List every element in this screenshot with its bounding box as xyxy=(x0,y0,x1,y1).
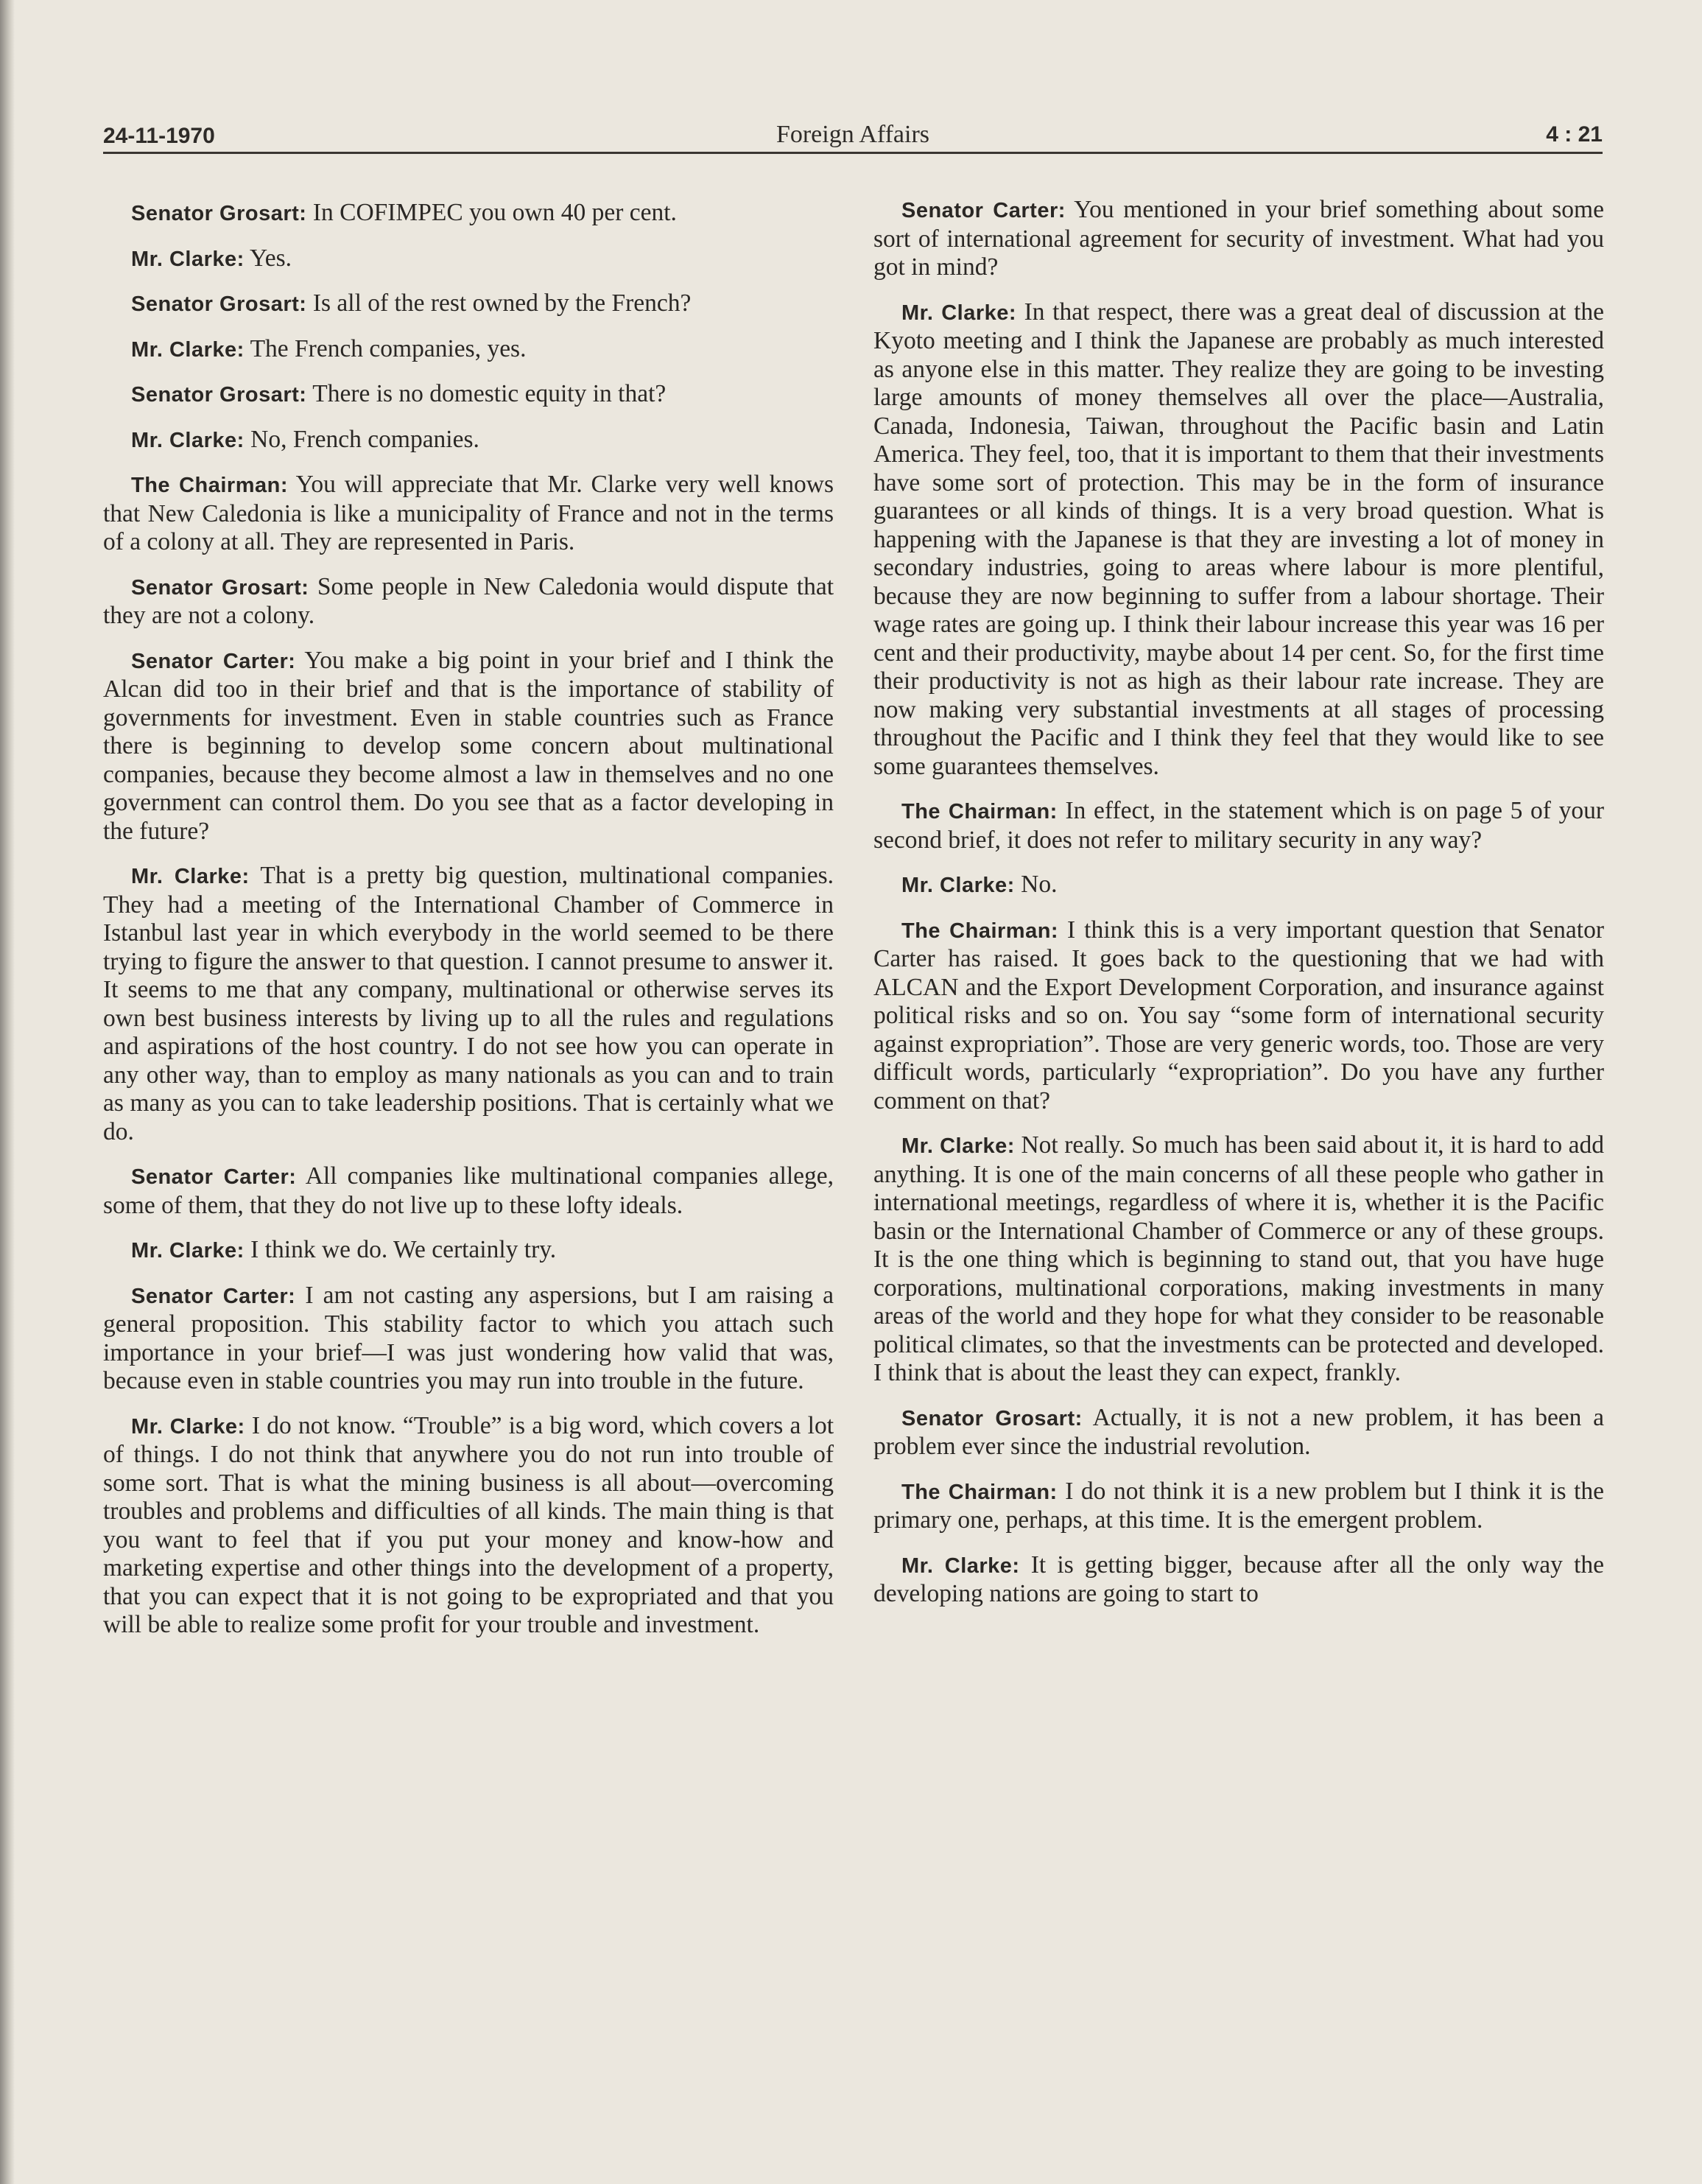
speaker-name: Senator Grosart: xyxy=(131,292,307,316)
speech-text: You make a big point in your brief and I think the Alcan did too in their brief and that is the importance of stability of governments for investment. Even in stable countries such as France there is beginning to develop some concern about multinational companies, because they become almost a law in themselves and no one government can control them. Do you see that as a factor developing in the future? xyxy=(103,646,834,845)
speaker-name: The Chairman: xyxy=(901,1480,1058,1504)
speaker-name: Senator Carter: xyxy=(131,649,296,673)
right-column xyxy=(873,196,1604,1625)
header-date: 24-11-1970 xyxy=(103,124,215,148)
speech-text: You will appreciate that Mr. Clarke very well knows that New Caledonia is like a municipality of France and not in the terms of a colony at all. They are represented in Paris. xyxy=(103,471,834,555)
transcript-paragraph xyxy=(873,1131,1604,1388)
speech-text: Not really. So much has been said about it, it is hard to add anything. It is one of the main concerns of all these people who gather in international meetings, regardless of where it is, whether it is the Pacific basin or the International Chamber of Commerce or any of these groups. It is the one thing which is beginning to stand out, that you have huge corporations, multinational corporations, making investments in many areas of the world and they hope for what they consider to be reasonable political climates, so that the investments can be protected and developed. I think that is about the least they can expect, frankly. xyxy=(873,1131,1604,1386)
speaker-name: Mr. Clarke: xyxy=(131,337,245,362)
transcript-paragraph xyxy=(873,298,1604,782)
speech-text: In that respect, there was a great deal of discussion at the Kyoto meeting and I think the Japanese are probably as much interested as anyone else in this matter. They realize they are going to be investing large amounts of money themselves all over the place—Australia, Canada, Indonesia, Taiwan, throughout the Pacific basin and Latin America. They feel, too, that it is important to them that their investments have some sort of protection. This may be in the form of insurance guarantees or all kinds of things. It is a very broad question. What is happening with the Japanese is that they are investing a lot of money in secondary industries, going to areas where labour is more plentiful, because they are now beginning to suffer from a labour shortage. Their wage rates are going up. I think their labour increase this year was 16 per cent and their productivity, maybe about 14 per cent. So, for the first time their productivity is not as high as their labour rate increase. They are now making very substantial investments at all stages of processing throughout the Pacific and I think they feel that they would like to see some guarantees themselves. xyxy=(873,298,1605,780)
speech-text: You mentioned in your brief something about some sort of international agreement for security of investment. What had you got in mind? xyxy=(873,196,1604,281)
speech-text: The French companies, yes. xyxy=(250,334,527,362)
speech-text: Actually, it is not a new problem, it has been a problem ever since the industrial revolution. xyxy=(873,1403,1604,1460)
speech-text: There is no domestic equity in that? xyxy=(312,380,667,407)
speech-text: I am not casting any aspersions, but I am raising a general proposition. This stability factor to which you attach such importance in your brief—I was just wondering how valid that was, because even in stable countries you may run into trouble in the future. xyxy=(103,1281,834,1394)
speaker-name: The Chairman: xyxy=(901,919,1059,943)
speech-text: I do not know. “Trouble” is a big word, which covers a lot of things. I do not think that anywhere you do not run into trouble of some sort. That is what the mining business is all about—overcoming troubles and problems and difficulties of all kinds. The main thing is that you want to feel that if you put your money and know-how and marketing expertise and other things into the development of a property, that you can expect that it is not going to be expropriated and that you will be able to realize some profit for your trouble and investment. xyxy=(103,1411,834,1638)
transcript-paragraph xyxy=(873,1551,1604,1609)
transcript-paragraph xyxy=(103,1236,834,1265)
speech-text: In effect, in the statement which is on page 5 of your second brief, it does not refer to military security in any way? xyxy=(873,797,1604,854)
transcript-paragraph xyxy=(873,871,1604,900)
speaker-name: Mr. Clarke: xyxy=(131,247,245,271)
transcript-paragraph xyxy=(103,1412,834,1640)
speech-text: Yes. xyxy=(249,244,292,272)
speech-text: In COFIMPEC you own 40 per cent. xyxy=(312,199,677,226)
page-header xyxy=(103,118,1603,153)
speech-text: No. xyxy=(1021,871,1058,898)
transcript-paragraph xyxy=(103,289,834,319)
speaker-name: Senator Grosart: xyxy=(131,202,307,225)
speech-text: That is a pretty big question, multinational companies. They had a meeting of the International Chamber of Commerce in Istanbul last year in which everybody in the world seemed to be there trying to figure the answer to that question. I cannot presume to answer it. It seems to me that any company, multinational or otherwise serves its own best business interests by living up to all the rules and regulations and aspirations of the host country. I do not see how you can operate in any other way, than to employ as many nationals as you can and to train as many as you can to take leadership positions. That is certainly what we do. xyxy=(103,862,834,1145)
header-rule xyxy=(103,152,1603,154)
transcript-paragraph xyxy=(873,797,1604,854)
speech-text: I do not think it is a new problem but I think it is the primary one, perhaps, at this time. It is the emergent problem. xyxy=(873,1477,1605,1534)
transcript-paragraph xyxy=(103,1282,834,1396)
speaker-name: Senator Grosart: xyxy=(901,1406,1083,1430)
speaker-name: Senator Carter: xyxy=(131,1165,297,1189)
header-page-number: 4 : 21 xyxy=(1546,122,1603,147)
speaker-name: The Chairman: xyxy=(901,800,1058,824)
transcript-paragraph xyxy=(103,573,834,631)
speaker-name: Senator Grosart: xyxy=(131,383,307,407)
speech-text: Some people in New Caledonia would dispute that they are not a colony. xyxy=(103,572,834,629)
speaker-name: Mr. Clarke: xyxy=(131,865,250,888)
transcript-paragraph xyxy=(103,245,834,274)
speaker-name: Mr. Clarke: xyxy=(901,1134,1015,1158)
speech-text: All companies like multinational companies allege, some of them, that they do not live up to these lofty ideals. xyxy=(103,1162,834,1219)
left-column xyxy=(103,199,834,1656)
transcript-paragraph xyxy=(103,862,834,1146)
transcript-paragraph xyxy=(103,335,834,365)
transcript-paragraph xyxy=(103,471,834,557)
transcript-paragraph xyxy=(873,916,1604,1116)
speech-text: I think this is a very important question that Senator Carter has raised. It goes back to the questioning that we had with ALCAN and the Export Development Corporation, and insurance against political risks and so on. You say “some form of international security against expropriation”. Those are very generic words, too. Those are very difficult words, particularly “expropriation”. Do you have any further comment on that? xyxy=(873,916,1604,1114)
transcript-paragraph xyxy=(103,199,834,228)
transcript-paragraph xyxy=(873,196,1604,282)
speaker-name: The Chairman: xyxy=(131,474,288,497)
speaker-name: Mr. Clarke: xyxy=(901,874,1015,897)
transcript-paragraph xyxy=(103,380,834,410)
page-binding-shadow xyxy=(0,0,15,2184)
speaker-name: Senator Carter: xyxy=(131,1284,296,1308)
speaker-name: Mr. Clarke: xyxy=(131,1239,245,1263)
header-journal-title: Foreign Affairs xyxy=(776,121,930,148)
speaker-name: Mr. Clarke: xyxy=(901,1553,1020,1578)
transcript-paragraph xyxy=(103,647,834,846)
speech-text: Is all of the rest owned by the French? xyxy=(312,289,692,317)
transcript-paragraph xyxy=(103,426,834,455)
speaker-name: Senator Carter: xyxy=(901,199,1066,222)
transcript-paragraph xyxy=(873,1478,1604,1535)
speech-text: I think we do. We certainly try. xyxy=(250,1236,557,1263)
transcript-paragraph xyxy=(873,1404,1604,1461)
speaker-name: Mr. Clarke: xyxy=(131,1414,245,1439)
speaker-name: Mr. Clarke: xyxy=(901,301,1017,325)
speaker-name: Senator Grosart: xyxy=(131,575,309,600)
speech-text: No, French companies. xyxy=(250,425,479,453)
transcript-paragraph xyxy=(103,1162,834,1220)
speaker-name: Mr. Clarke: xyxy=(131,428,245,452)
speech-text: It is getting bigger, because after all the only way the developing nations are going to start to xyxy=(873,1551,1604,1607)
